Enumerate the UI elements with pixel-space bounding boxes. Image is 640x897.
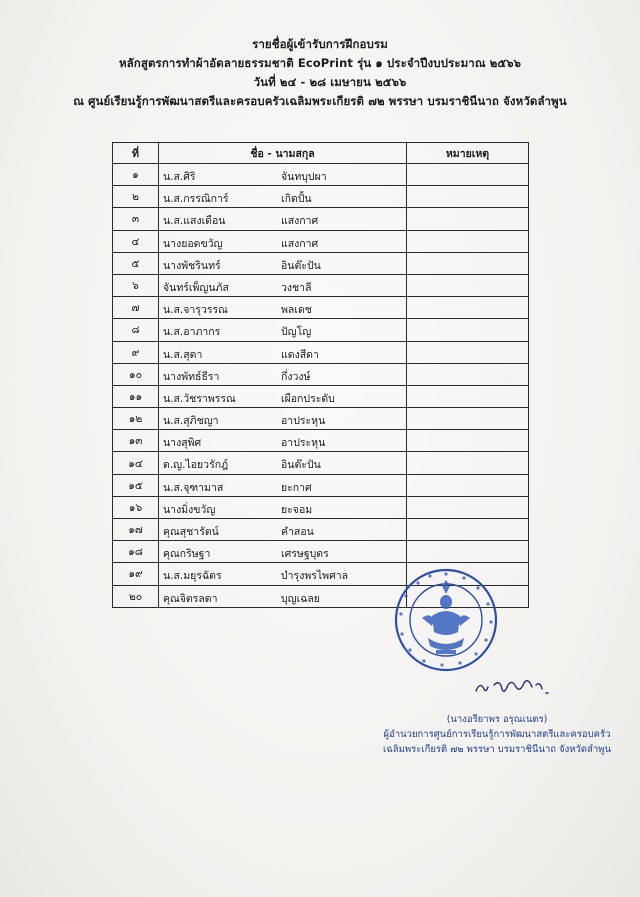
participant-first-name: คุณกริษฐา xyxy=(163,548,211,561)
participant-name-cell xyxy=(159,319,407,341)
participant-table xyxy=(112,142,529,608)
participant-name-cell xyxy=(159,274,407,296)
table-row xyxy=(113,297,529,319)
row-number: ๑๑ xyxy=(113,385,159,407)
participant-name-cell xyxy=(159,164,407,186)
signer-title-line2: เฉลิมพระเกียรติ ๗๒ พรรษา บรมราชินีนาถ จังหวัดลำพูน xyxy=(383,744,611,755)
row-number: ๑๕ xyxy=(113,474,159,496)
table-body xyxy=(113,164,529,608)
participant-name-cell xyxy=(159,585,407,607)
row-number: ๑๒ xyxy=(113,408,159,430)
remark-cell xyxy=(407,341,529,363)
table-row xyxy=(113,519,529,541)
signer-title-line1: ผู้อำนวยการศูนย์การเรียนรู้การพัฒนาสตรีและครอบครัว xyxy=(383,729,611,740)
table-row xyxy=(113,430,529,452)
remark-cell xyxy=(407,385,529,407)
column-header-name: ชื่อ - นามสกุล xyxy=(159,143,407,164)
participant-name-cell xyxy=(159,341,407,363)
row-number: ๑๓ xyxy=(113,430,159,452)
participant-first-name: คุณสุชารัตน์ xyxy=(163,526,219,538)
participant-last-name: แสงกาศ xyxy=(281,215,319,228)
participant-first-name: น.ส.มยุรฉัตร xyxy=(163,570,222,583)
remark-cell xyxy=(407,519,529,541)
participant-first-name: น.ส.อาภากร xyxy=(163,326,221,339)
row-number: ๑๐ xyxy=(113,363,159,385)
table-row xyxy=(113,385,529,407)
signer-name: (นางอรียาพร อรุณเนตร) xyxy=(446,714,548,725)
participant-first-name: น.ส.วัชราพรรณ xyxy=(163,392,236,405)
participant-last-name: แสงกาศ xyxy=(281,237,319,250)
table-row xyxy=(113,186,529,208)
participant-name-cell xyxy=(159,430,407,452)
remark-cell xyxy=(407,430,529,452)
table-row xyxy=(113,363,529,385)
participant-last-name: กึ่งวงษ์ xyxy=(281,370,311,383)
participant-first-name: นางสุพิศ xyxy=(163,437,202,450)
remark-cell xyxy=(407,252,529,274)
row-number: ๑๘ xyxy=(113,541,159,563)
participant-name-cell xyxy=(159,563,407,585)
participant-first-name: นางยอดขวัญ xyxy=(163,237,223,250)
participant-first-name: น.ส.กรรณิการ์ xyxy=(163,193,229,206)
participant-first-name: น.ส.แสงเดือน xyxy=(163,215,226,228)
row-number: ๑๔ xyxy=(113,452,159,474)
row-number: ๙ xyxy=(113,341,159,363)
row-number: ๑๖ xyxy=(113,496,159,518)
participant-last-name: พลเดช xyxy=(281,304,312,317)
row-number: ๕ xyxy=(113,252,159,274)
participant-last-name: บำรุงพรไพศาล xyxy=(281,570,349,583)
remark-cell xyxy=(407,363,529,385)
participant-first-name: ด.ญ.ไอยวรักฎ์ xyxy=(163,459,229,472)
table-row xyxy=(113,474,529,496)
remark-cell xyxy=(407,496,529,518)
table-row xyxy=(113,319,529,341)
table-row xyxy=(113,230,529,252)
participant-last-name: ยะจอม xyxy=(281,503,313,516)
signature-block xyxy=(372,712,622,757)
participant-name-cell xyxy=(159,519,407,541)
participant-first-name: น.ส.จุฑามาส xyxy=(163,481,224,494)
table-row xyxy=(113,408,529,430)
table-row xyxy=(113,496,529,518)
participant-last-name: อินต๊ะปัน xyxy=(281,459,321,472)
participant-name-cell xyxy=(159,541,407,563)
participant-last-name: วงชาลี xyxy=(281,281,312,294)
row-number: ๒ xyxy=(113,186,159,208)
participant-first-name: น.ส.สุดา xyxy=(163,348,203,361)
participant-first-name: น.ส.ศิริ xyxy=(163,171,196,183)
row-number: ๑๙ xyxy=(113,563,159,585)
table-row xyxy=(113,274,529,296)
participant-first-name: นางมิ่งขวัญ xyxy=(163,503,216,516)
table-row xyxy=(113,341,529,363)
remark-cell xyxy=(407,452,529,474)
participant-first-name: คุณจิตรลดา xyxy=(163,592,218,605)
remark-cell xyxy=(407,319,529,341)
table-row xyxy=(113,452,529,474)
participant-last-name: อาประหุน xyxy=(281,415,326,428)
participant-last-name: เศรษฐบุตร xyxy=(281,548,329,561)
remark-cell xyxy=(407,230,529,252)
participant-name-cell xyxy=(159,496,407,518)
participant-first-name: น.ส.สุภิชญา xyxy=(163,415,219,428)
participant-name-cell xyxy=(159,297,407,319)
table-row xyxy=(113,164,529,186)
row-number: ๑ xyxy=(113,164,159,186)
participant-last-name: เกิดปั้น xyxy=(281,193,312,206)
table-row xyxy=(113,541,529,563)
participant-name-cell xyxy=(159,252,407,274)
table-header-row xyxy=(113,143,529,164)
row-number: ๗ xyxy=(113,297,159,319)
participant-name-cell xyxy=(159,230,407,252)
header-course: หลักสูตรการทำผ้าอัดลายธรรมชาติ EcoPrint รุ่น ๑ ประจำปีงบประมาณ ๒๕๖๖ xyxy=(118,56,522,70)
participant-last-name: แดงสีดา xyxy=(281,348,319,361)
remark-cell xyxy=(407,297,529,319)
header-dates: วันที่ ๒๔ - ๒๘ เมษายน ๒๕๖๖ xyxy=(253,75,407,89)
participant-first-name: จันทร์เพ็ญนภัส xyxy=(163,281,229,294)
row-number: ๒๐ xyxy=(113,585,159,607)
participant-last-name: อินต๊ะปัน xyxy=(281,259,321,272)
row-number: ๖ xyxy=(113,274,159,296)
column-header-no: ที่ xyxy=(113,143,159,164)
table-row xyxy=(113,252,529,274)
participant-name-cell xyxy=(159,452,407,474)
participant-first-name: น.ส.จารุวรรณ xyxy=(163,304,228,317)
signature-scribble xyxy=(472,675,552,699)
row-number: ๓ xyxy=(113,208,159,230)
participant-last-name: ยะกาศ xyxy=(281,481,312,494)
participant-last-name: จันทบุปผา xyxy=(281,171,327,183)
remark-cell xyxy=(407,541,529,563)
remark-cell xyxy=(407,474,529,496)
participant-last-name: ปัญโญ xyxy=(281,326,312,339)
participant-name-cell xyxy=(159,408,407,430)
official-seal xyxy=(392,566,500,674)
participant-last-name: คำสอน xyxy=(281,526,314,538)
remark-cell xyxy=(407,408,529,430)
document-header xyxy=(0,35,640,111)
participant-last-name: อาประหุน xyxy=(281,437,326,450)
remark-cell xyxy=(407,208,529,230)
row-number: ๑๗ xyxy=(113,519,159,541)
participant-last-name: บุญเฉลย xyxy=(281,592,320,605)
participant-name-cell xyxy=(159,186,407,208)
column-header-note: หมายเหตุ xyxy=(407,143,529,164)
participant-name-cell xyxy=(159,385,407,407)
participant-name-cell xyxy=(159,363,407,385)
header-title: รายชื่อผู้เข้ารับการฝึกอบรม xyxy=(252,37,388,51)
participant-first-name: นางพัชรินทร์ xyxy=(163,259,221,272)
row-number: ๘ xyxy=(113,319,159,341)
participant-name-cell xyxy=(159,208,407,230)
participant-first-name: นางพัทธ์ธีรา xyxy=(163,370,220,383)
participant-last-name: เผือกประดับ xyxy=(281,392,335,405)
remark-cell xyxy=(407,164,529,186)
header-location: ณ ศูนย์เรียนรู้การพัฒนาสตรีและครอบครัวเฉลิมพระเกียรติ ๗๒ พรรษา บรมราชินีนาถ จังหวัดลำพูน xyxy=(73,94,567,108)
participant-name-cell xyxy=(159,474,407,496)
table-row xyxy=(113,208,529,230)
remark-cell xyxy=(407,274,529,296)
row-number: ๔ xyxy=(113,230,159,252)
remark-cell xyxy=(407,186,529,208)
